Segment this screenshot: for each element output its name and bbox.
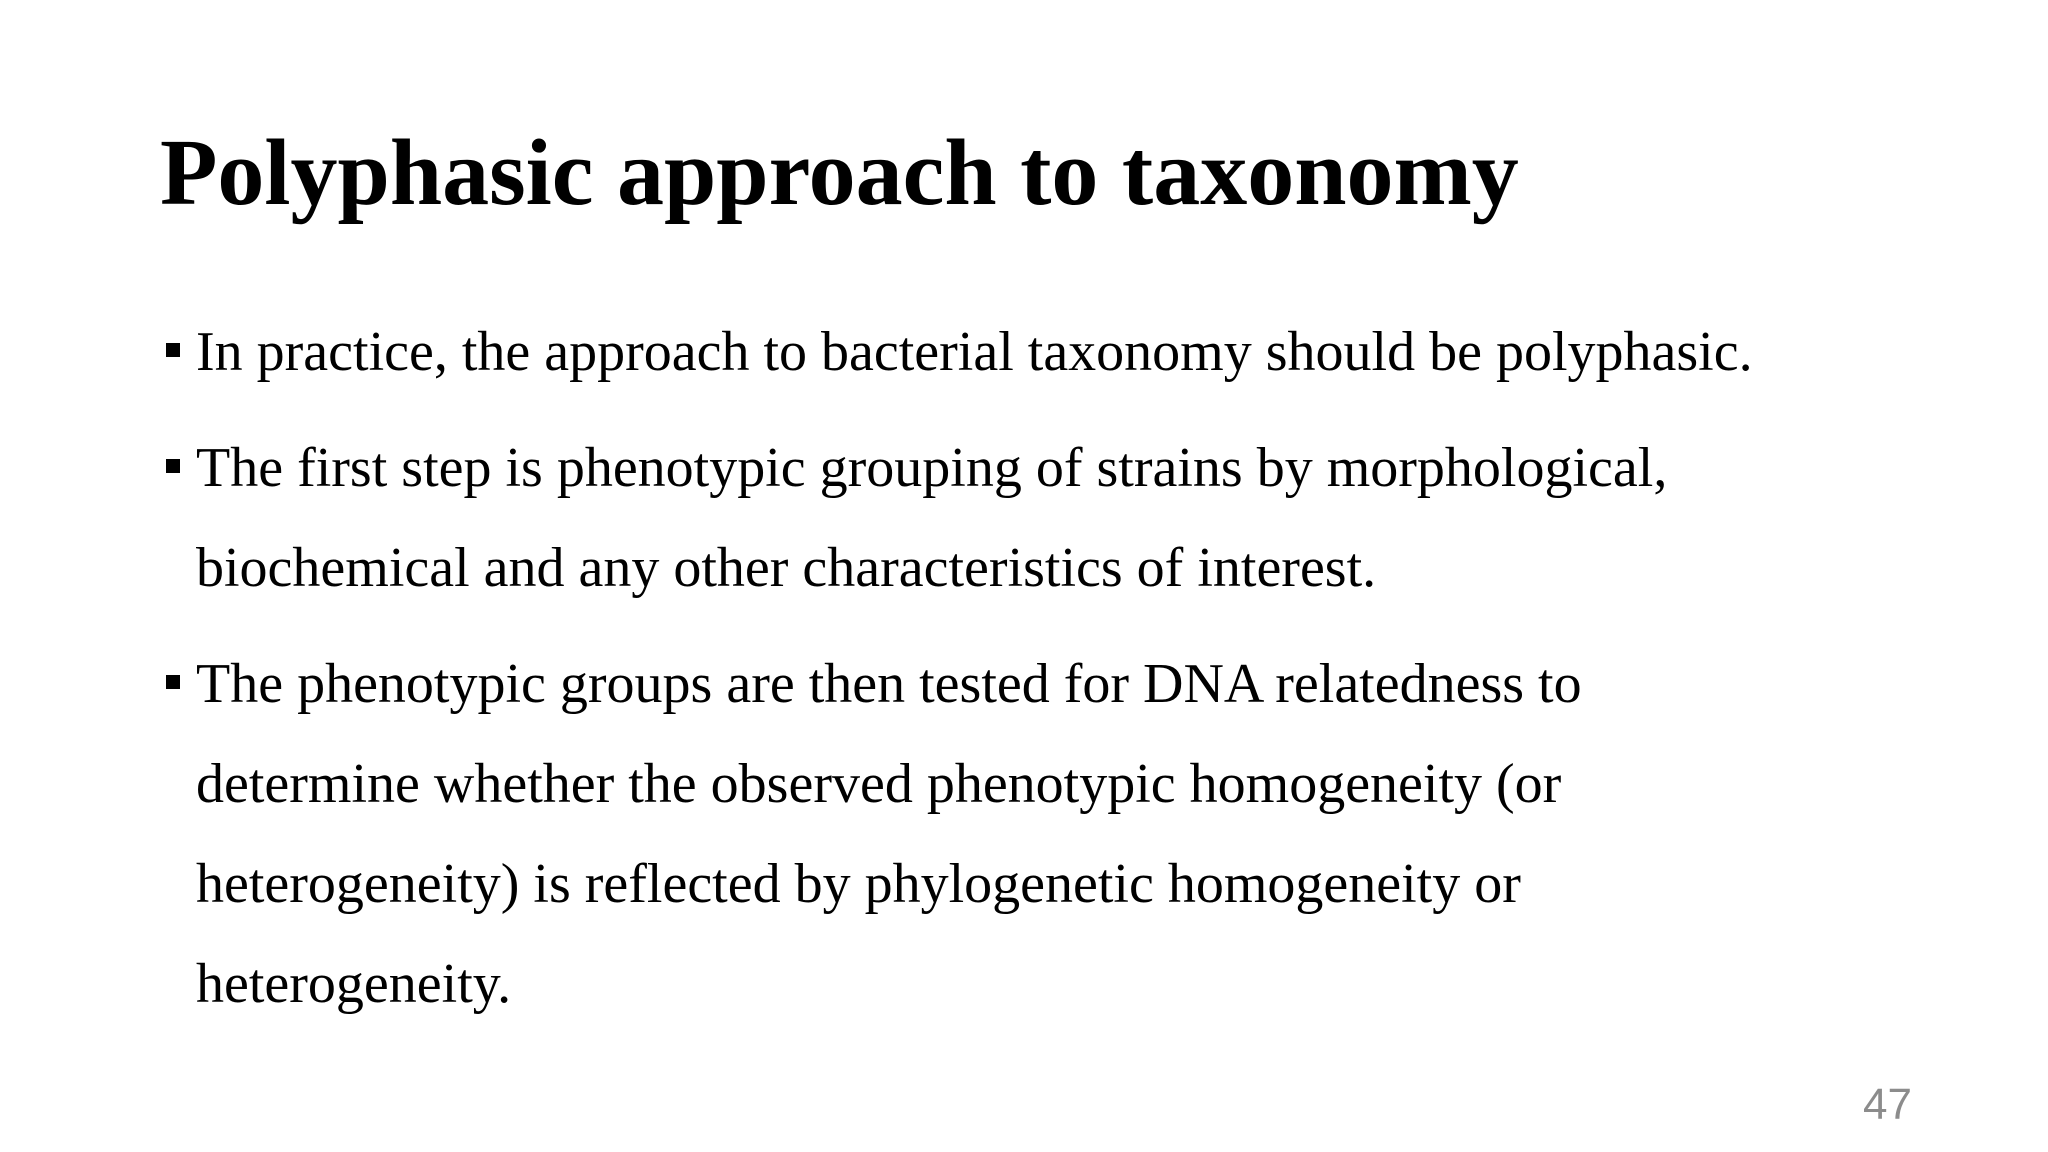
- page-number: 47: [1863, 1080, 1912, 1129]
- square-bullet-icon: [166, 343, 180, 357]
- bullet-line: heterogeneity) is reflected by phylogenetic homogeneity or: [196, 853, 1521, 915]
- bullet-item: [162, 418, 1922, 618]
- slide-title: Polyphasic approach to taxonomy: [160, 121, 1519, 225]
- bullet-line: In practice, the approach to bacterial taxonomy should be polyphasic.: [196, 321, 1753, 383]
- bullet-text: [196, 418, 1922, 618]
- square-bullet-icon: [166, 459, 180, 473]
- bullet-line: The first step is phenotypic grouping of strains by morphological,: [196, 437, 1668, 499]
- square-bullet-icon: [166, 675, 180, 689]
- bullet-item: [162, 634, 1922, 1034]
- bullet-text: [196, 634, 1922, 1034]
- bullet-line: determine whether the observed phenotypic homogeneity (or: [196, 753, 1562, 815]
- bullet-text: [196, 302, 1922, 402]
- bullet-line: The phenotypic groups are then tested for DNA relatedness to: [196, 653, 1582, 715]
- bullet-line: biochemical and any other characteristics of interest.: [196, 537, 1377, 599]
- bullet-line: heterogeneity.: [196, 953, 512, 1015]
- bullet-list: [162, 302, 1922, 1050]
- bullet-item: [162, 302, 1922, 402]
